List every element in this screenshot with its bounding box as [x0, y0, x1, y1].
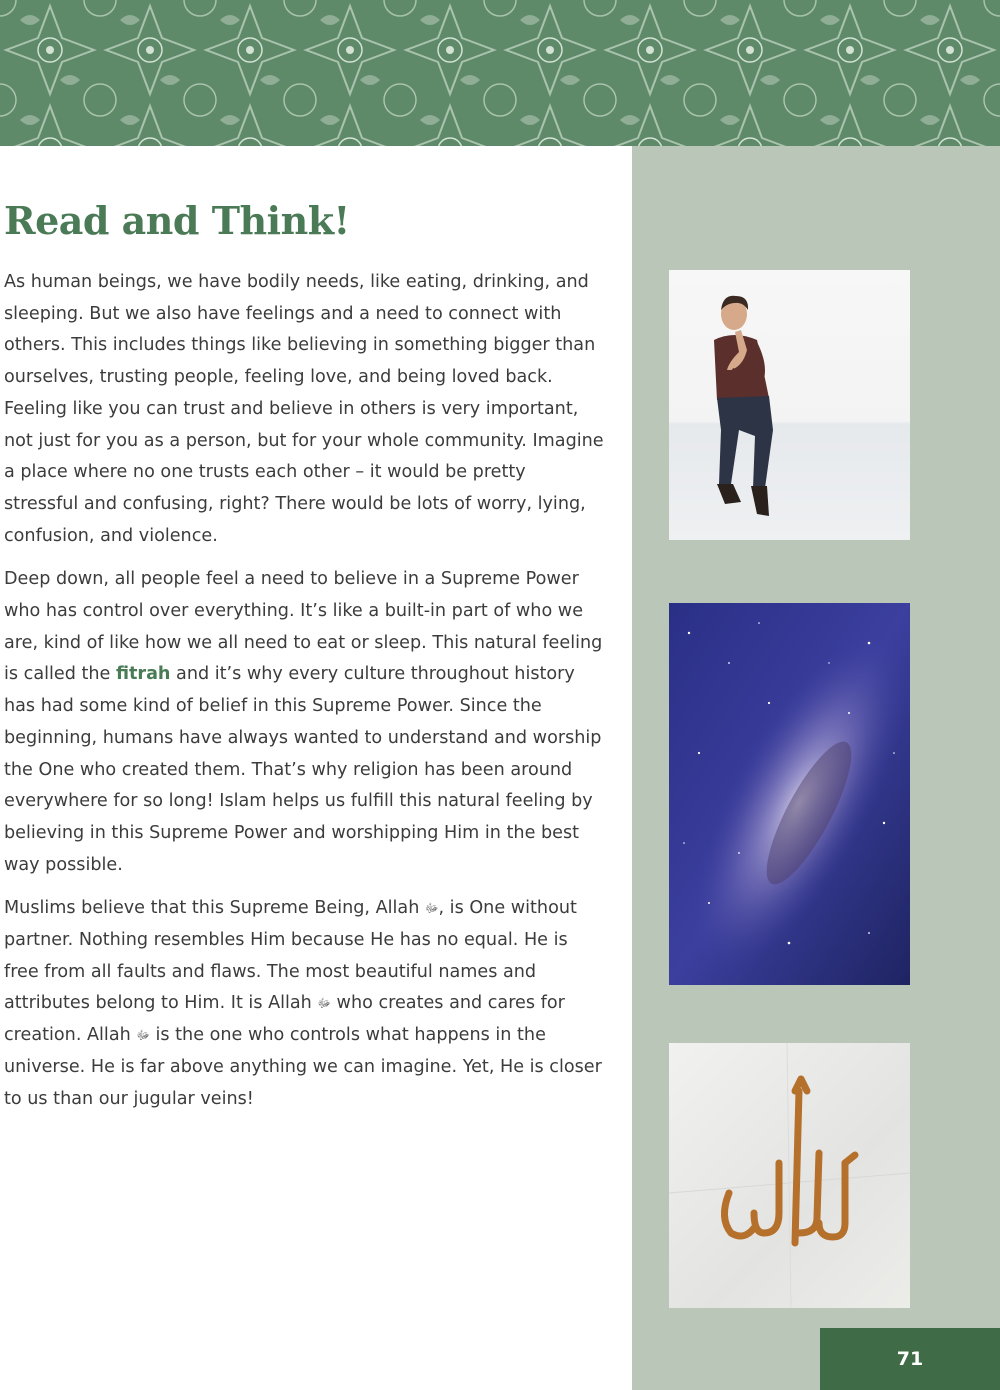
ornamental-header-banner [0, 0, 1000, 146]
paragraph-fitrah-text-1: Deep down, all people feel a need to believe in a Supreme Power who has control over everything. It’s like a built-in part of who we are, kind of like how we all need to eat or sleep. This natural feeling is called the [4, 569, 603, 685]
main-content [4, 195, 604, 1127]
milky-way-night-sky-photo [669, 603, 910, 985]
page-number: 71 [820, 1328, 1000, 1390]
paragraph-allah-text-2: , is One without partner. Nothing resembles Him because He has no equal. He is free from all faults and flaws. The most beautiful names and attributes belong to Him. It is Allah [4, 898, 577, 1014]
fitrah-keyword: fitrah [115, 664, 171, 685]
paragraph-needs: As human beings, we have bodily needs, like eating, drinking, and sleeping. But we also have feelings and a need to connect with others. This includes things like believing in something bigger than ourselves, trusting people, feeling love, and being loved back. Feeling like you can trust and believe in others is very important, not just for you as a person, but for your whole community. Imagine a place where no one trusts each other – it would be pretty stressful and confusing, right? There would be lots of worry, lying, confusion, and violence. [4, 272, 604, 546]
honorific-glyph: ﷻ [317, 996, 331, 1011]
geometric-ornament-pattern [0, 0, 1000, 146]
honorific-glyph: ﷻ [136, 1028, 150, 1043]
paragraph-allah-text-1: Muslims believe that this Supreme Being, Allah [4, 898, 425, 919]
paragraph-allah-text-3: who creates and cares for creation. Allah [4, 993, 565, 1046]
paragraph-fitrah [4, 564, 604, 881]
paragraph-fitrah-text-2: and it’s why every culture throughout history has had some kind of belief in this Supreme Power. Since the beginning, humans have always wanted to understand and worship the One who created them. That’s why religion has been around everywhere for so long! Islam helps us fulfill this natural feeling by believing in this Supreme Power and worshipping Him in the best way possible. [4, 664, 602, 875]
honorific-glyph: ﷻ [424, 901, 439, 916]
man-sitting-thinking-photo [669, 270, 910, 540]
page-title: Read and Think! [4, 198, 350, 243]
allah-calligraphy-on-marble-photo [669, 1043, 910, 1308]
paragraph-allah-text-4: is the one who controls what happens in the universe. He is far above anything we can imagine. Yet, He is closer to us than our jugular veins! [4, 1025, 602, 1109]
paragraph-allah [4, 893, 604, 1115]
